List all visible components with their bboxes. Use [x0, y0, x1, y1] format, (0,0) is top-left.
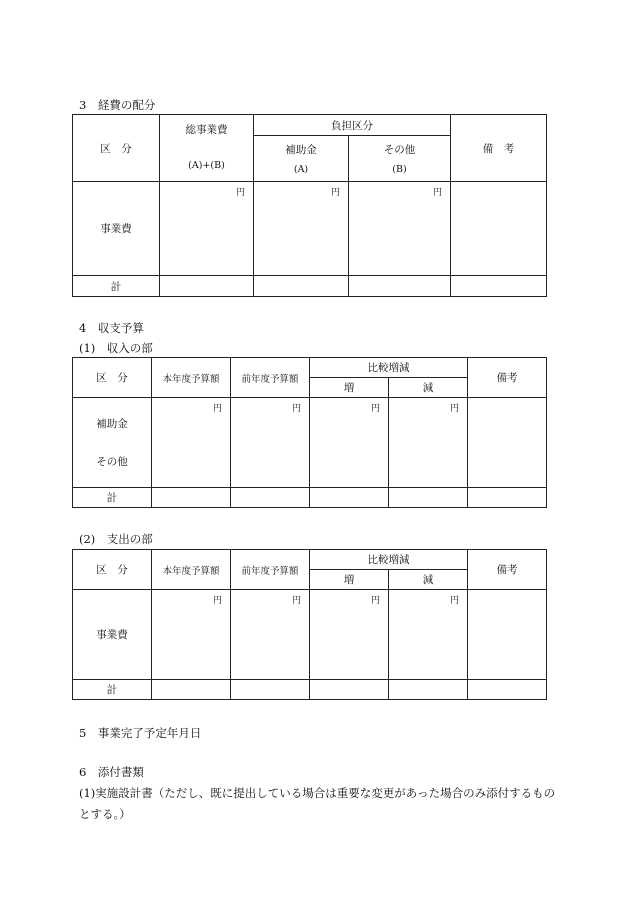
empty-cell — [468, 680, 547, 700]
empty-cell — [468, 398, 547, 488]
income-row-hojo: 補助金 — [96, 418, 128, 430]
header-hikaku: 比較増減 — [310, 358, 468, 378]
empty-cell — [451, 182, 547, 276]
header-hojo-label: 補助金 — [285, 144, 317, 156]
empty-cell — [310, 680, 389, 700]
header-hikaku: 比較増減 — [310, 550, 468, 570]
yen-unit: 円 — [349, 182, 451, 276]
header-gen: 減 — [389, 570, 468, 590]
header-total-cost — [160, 115, 254, 182]
header-biko: 備考 — [468, 358, 547, 398]
empty-cell — [389, 488, 468, 508]
empty-cell — [468, 488, 547, 508]
cost-allocation-table — [72, 114, 547, 297]
empty-cell — [389, 680, 468, 700]
yen-unit: 円 — [310, 398, 389, 488]
yen-unit: 円 — [231, 398, 310, 488]
income-table — [72, 357, 547, 508]
yen-unit: 円 — [231, 590, 310, 680]
empty-cell — [152, 488, 231, 508]
row-kei-label: 計 — [73, 276, 160, 297]
income-row-labels — [73, 398, 152, 488]
header-gen: 減 — [389, 378, 468, 398]
empty-cell — [231, 488, 310, 508]
header-last-year: 前年度予算額 — [231, 550, 310, 590]
section-4-heading: 4 収支予算 — [79, 321, 144, 335]
header-sonota — [349, 136, 451, 182]
yen-unit: 円 — [160, 182, 254, 276]
header-futan: 負担区分 — [254, 115, 451, 136]
header-total-sub: (A)+(B) — [188, 160, 225, 171]
empty-cell — [254, 276, 349, 297]
empty-cell — [310, 488, 389, 508]
yen-unit: 円 — [389, 398, 468, 488]
header-kubun: 区 分 — [73, 550, 152, 590]
yen-unit: 円 — [389, 590, 468, 680]
expense-row-jigyo: 事業費 — [73, 590, 152, 680]
row-kei-label: 計 — [73, 680, 152, 700]
section-5-heading: 5 事業完了予定年月日 — [79, 726, 202, 740]
income-row-sonota: その他 — [96, 456, 128, 468]
header-biko: 備 考 — [451, 115, 547, 182]
yen-unit: 円 — [254, 182, 349, 276]
header-sonota-label: その他 — [383, 144, 416, 156]
expense-heading: (2) 支出の部 — [79, 532, 153, 546]
yen-unit: 円 — [152, 590, 231, 680]
row-kei-label: 計 — [73, 488, 152, 508]
header-this-year: 本年度予算額 — [152, 358, 231, 398]
empty-cell — [349, 276, 451, 297]
empty-cell — [231, 680, 310, 700]
header-kubun: 区 分 — [73, 115, 160, 182]
header-zou: 増 — [310, 570, 389, 590]
empty-cell — [152, 680, 231, 700]
section-3-heading: 3 経費の配分 — [79, 98, 156, 112]
row-jigyo-label: 事業費 — [73, 182, 160, 276]
empty-cell — [468, 590, 547, 680]
yen-unit: 円 — [152, 398, 231, 488]
header-hojo-sub: (A) — [293, 164, 309, 175]
empty-cell — [451, 276, 547, 297]
header-zou: 増 — [310, 378, 389, 398]
header-biko: 備考 — [468, 550, 547, 590]
header-last-year: 前年度予算額 — [231, 358, 310, 398]
header-sonota-sub: (B) — [392, 164, 407, 175]
expense-table — [72, 549, 547, 700]
header-kubun: 区 分 — [73, 358, 152, 398]
header-hojo — [254, 136, 349, 182]
attachment-item-1: (1)実施設計書（ただし、既に提出している場合は重要な変更があった場合のみ添付するものとする。） — [79, 786, 556, 821]
yen-unit: 円 — [310, 590, 389, 680]
section-6-heading: 6 添付書類 — [79, 765, 144, 779]
empty-cell — [160, 276, 254, 297]
header-this-year: 本年度予算額 — [152, 550, 231, 590]
income-heading: (1) 収入の部 — [79, 341, 153, 355]
header-total-label: 総事業費 — [185, 124, 228, 136]
